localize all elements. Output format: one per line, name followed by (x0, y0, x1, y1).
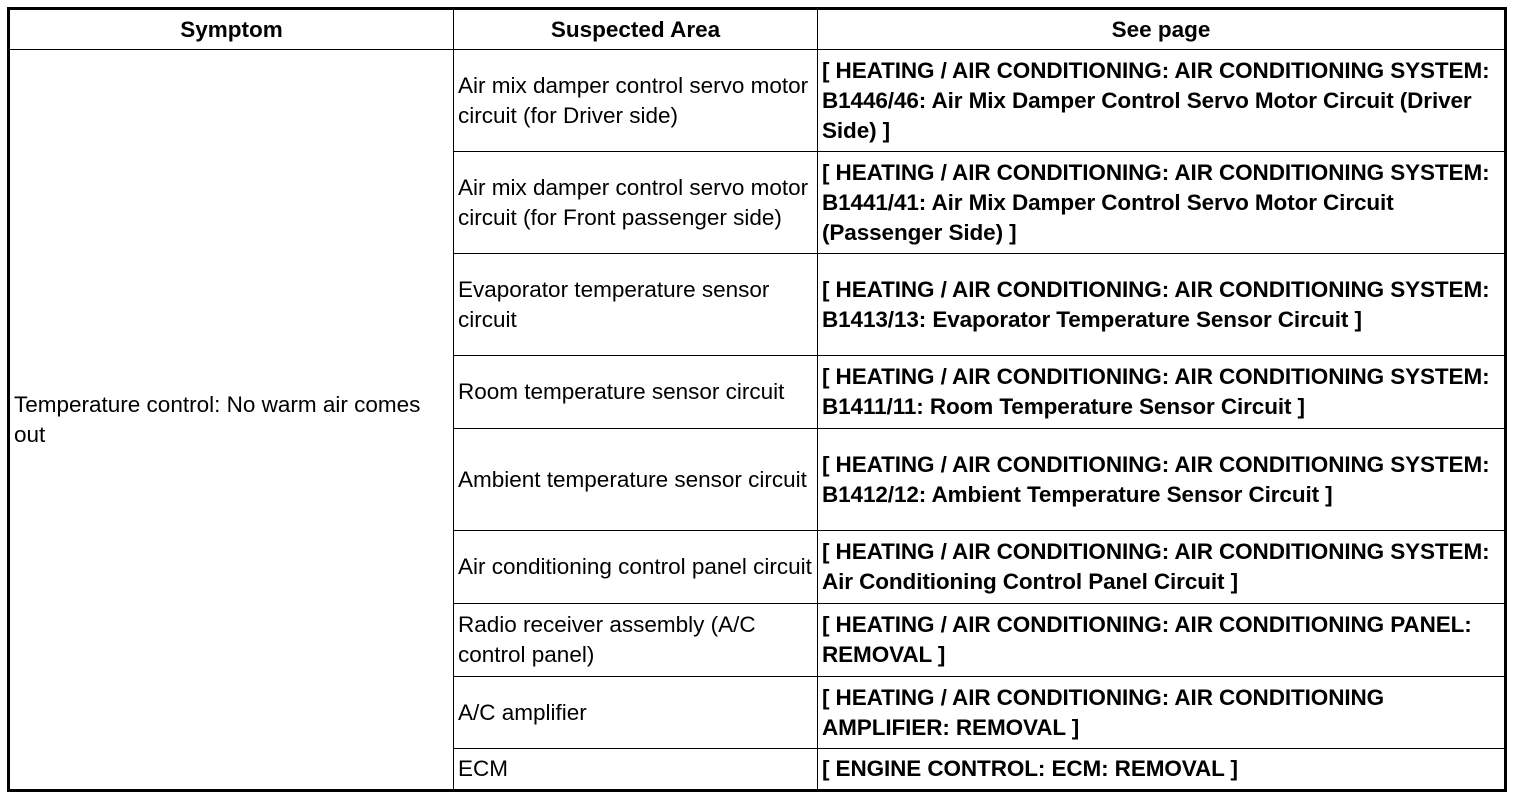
see-page-link[interactable]: [ HEATING / AIR CONDITIONING: AIR CONDITIONING SYSTEM: B1413/13: Evaporator Temperature Sensor Circuit ] (818, 254, 1506, 356)
symptom-cell: Temperature control: No warm air comes out (9, 50, 454, 791)
see-page-link[interactable]: [ ENGINE CONTROL: ECM: REMOVAL ] (818, 749, 1506, 791)
suspected-area-cell: ECM (454, 749, 818, 791)
suspected-area-cell: Ambient temperature sensor circuit (454, 429, 818, 531)
diagnostic-table (7, 7, 1507, 792)
suspected-area-cell: Air conditioning control panel circuit (454, 531, 818, 604)
header-suspected-area: Suspected Area (454, 9, 818, 50)
see-page-link[interactable]: [ HEATING / AIR CONDITIONING: AIR CONDITIONING PANEL: REMOVAL ] (818, 604, 1506, 677)
header-see-page: See page (818, 9, 1506, 50)
see-page-link[interactable]: [ HEATING / AIR CONDITIONING: AIR CONDITIONING SYSTEM: B1412/12: Ambient Temperature Sensor Circuit ] (818, 429, 1506, 531)
see-page-link[interactable]: [ HEATING / AIR CONDITIONING: AIR CONDITIONING SYSTEM: Air Conditioning Control Panel Circuit ] (818, 531, 1506, 604)
header-symptom: Symptom (9, 9, 454, 50)
see-page-link[interactable]: [ HEATING / AIR CONDITIONING: AIR CONDITIONING SYSTEM: B1446/46: Air Mix Damper Control Servo Motor Circuit (Driver Side) ] (818, 50, 1506, 152)
see-page-link[interactable]: [ HEATING / AIR CONDITIONING: AIR CONDITIONING SYSTEM: B1441/41: Air Mix Damper Control Servo Motor Circuit (Passenger Side) ] (818, 152, 1506, 254)
table-row (9, 50, 1506, 152)
see-page-link[interactable]: [ HEATING / AIR CONDITIONING: AIR CONDITIONING AMPLIFIER: REMOVAL ] (818, 677, 1506, 749)
suspected-area-cell: A/C amplifier (454, 677, 818, 749)
suspected-area-cell: Air mix damper control servo motor circuit (for Driver side) (454, 50, 818, 152)
header-row (9, 9, 1506, 50)
suspected-area-cell: Radio receiver assembly (A/C control panel) (454, 604, 818, 677)
suspected-area-cell: Air mix damper control servo motor circuit (for Front passenger side) (454, 152, 818, 254)
suspected-area-cell: Evaporator temperature sensor circuit (454, 254, 818, 356)
see-page-link[interactable]: [ HEATING / AIR CONDITIONING: AIR CONDITIONING SYSTEM: B1411/11: Room Temperature Sensor Circuit ] (818, 356, 1506, 429)
suspected-area-cell: Room temperature sensor circuit (454, 356, 818, 429)
